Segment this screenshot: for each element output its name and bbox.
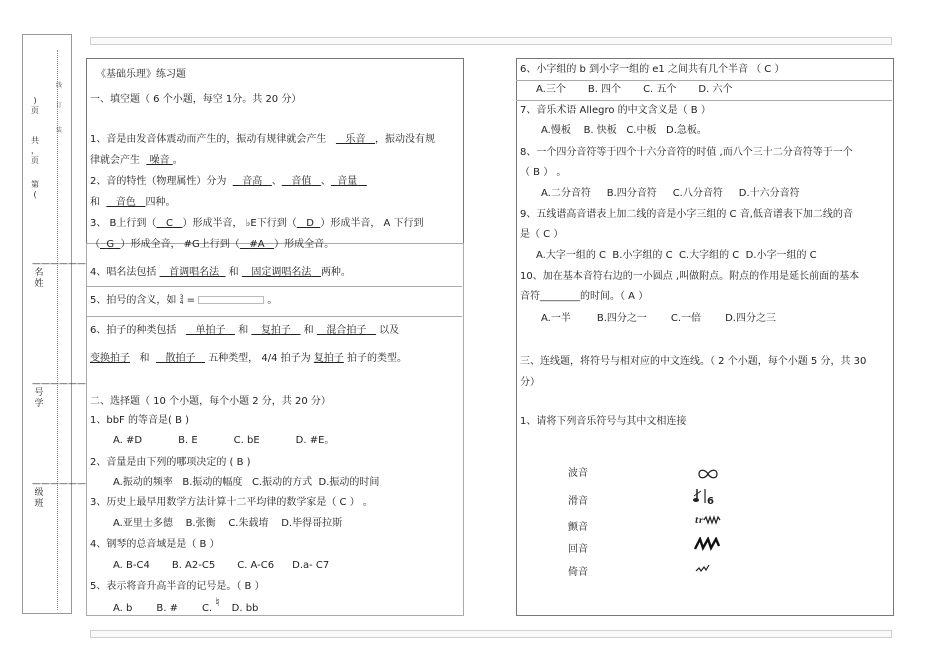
c9-options: A.大字一组的 C B.小字组的 C C.大字组的 C D.小字一组的 C (536, 250, 817, 261)
term-mordent: 波音 (568, 468, 588, 479)
c9-line1: 9、五线谱高音谱表上加二线的音是小字三组的 C 音,低音谱表下加二线的音 (520, 209, 853, 220)
q1-line1: 1、音是由发音体震动而产生的，振动有规律就会产生 乐音 ，振动没有规 (90, 134, 436, 145)
section-3-heading-1: 三、连线题，将符号与相对应的中文连线。（ 2 个小题，每个小题 5 分，共 30 (520, 356, 867, 367)
c8-line2: （ B ） 。 (520, 167, 567, 178)
q1-line2: 律就会产生 噪音 。 (90, 155, 183, 166)
mordent-symbol-icon (694, 537, 720, 551)
dotted-label-1: 线 (56, 82, 63, 89)
page-counter: ) 页 共 ， 页 第 ( (31, 96, 39, 199)
dotted-label-3: 装 (56, 127, 63, 134)
c6: 6、小字组的 b 到小字一组的 e1 之间共有几个半音 （ C ） (520, 64, 785, 75)
doc-title: 《基础乐理》练习题 (96, 69, 186, 80)
q3-line2: （ G ）形成全音， #G上行到（ #A ）形成全音。 (90, 239, 335, 250)
c4: 4、钢琴的总音域是是（ B ） (90, 539, 220, 550)
term-glissando: 滑音 (568, 496, 588, 507)
c8-line1: 8、一个四分音符等于四个十六分音符的时值 ,而八个三十二分音符等于一个 (520, 147, 853, 158)
dotted-label-2: 订 (56, 102, 63, 109)
matching-instruction: 1、请将下列音乐符号与其中文相连接 (520, 416, 687, 427)
glissando-symbol-icon (695, 563, 711, 573)
c6-options: A.三个 B. 四个 C. 五个 D. 六个 (536, 84, 733, 95)
c10-line1: 10、加在基本音符右边的一小圆点 ,叫做附点。附点的作用是延长前面的基本 (520, 271, 860, 282)
q2-line2: 和 音色 四种。 (90, 197, 176, 208)
c5: 5、表示将音升高半音的记号是。（ B ） (90, 581, 265, 592)
class-field: —————— 级班 (32, 479, 86, 509)
c8-options: A.二分音符 B.四分音符 C.八分音符 D.十六分音符 (541, 188, 800, 199)
time-signature-icon: 3 4 (179, 294, 184, 306)
section-3-heading-2: 分） (520, 377, 540, 388)
c7: 7、音乐术语 Allegro 的中文含义是（ B ） (520, 105, 711, 116)
trill-symbol-icon (694, 514, 722, 526)
divider (516, 80, 892, 81)
section-2-heading: 二、选择题（ 10 个小题，每个小题 2 分，共 20 分） (90, 396, 331, 407)
c2-options: A.振动的频率 B.振动的幅度 C.振动的方式 D.振动的时间 (113, 477, 380, 488)
c1: 1、bbF 的等音是( B ) (90, 415, 190, 426)
natural-sign-icon: ♮ (215, 595, 220, 609)
q6-line2: 变换拍子 和 散拍子 五种类型， 4/4 拍子为 复拍子 拍子的类型。 (90, 353, 408, 364)
c1-options: A. #D B. E C. bE D. #E。 (113, 435, 335, 446)
c10-options: A.一半 B.四分之一 C.一倍 D.四分之三 (541, 313, 776, 324)
c4-options: A. B-C4 B. A2-C5 C. A-C6 D.a- C7 (113, 560, 330, 571)
q6-line1: 6、拍子的种类包括 单拍子 和 复拍子 和 混合拍子 以及 (90, 325, 400, 336)
top-bar (90, 37, 892, 45)
divider (86, 286, 462, 287)
section-1-heading: 一、填空题（ 6 个小题，每空 1分。共 20 分） (90, 94, 302, 105)
svg-text:tr: tr (695, 515, 703, 525)
term-turn: 回音 (568, 544, 588, 555)
c7-options: A.慢板 B. 快板 C.中板 D.急板。 (541, 125, 707, 136)
svg-text:6: 6 (707, 496, 714, 507)
cut-line (57, 50, 58, 610)
bottom-bar (90, 630, 892, 638)
c3: 3、历史上最早用数学方法计算十二平均律的数学家是（ C ） 。 (90, 497, 373, 508)
q2-line1: 2、音的特性（物理属性）分为 音高 、 音值 、 音量 (90, 176, 358, 187)
divider (86, 316, 462, 317)
term-appoggiatura: 倚音 (568, 567, 588, 578)
q5: 5、拍号的含义，如 3 4 = 。 (90, 294, 278, 306)
c2: 2、音量是由下列的哪项决定的 ( B ) (90, 457, 251, 468)
term-trill: 颤音 (568, 522, 588, 533)
c5-options: A. b B. # C. ♮ D. bb (113, 595, 259, 614)
q3-line1: 3、 B上行到（ C ）形成半音， ♭E下行到（ D ）形成半音， A 下行到 (90, 218, 424, 229)
grace-note-symbol-icon (693, 487, 719, 507)
student-no-field: —————— 号学 (32, 379, 86, 409)
name-field: —————— 名姓 (32, 259, 86, 289)
turn-symbol-icon (697, 468, 719, 480)
c3-options: A.亚里士多德 B.张衡 C.朱载堉 D.毕得哥拉斯 (113, 518, 343, 529)
q4: 4、唱名法包括 首调唱名法 和 固定调唱名法 两种。 (90, 267, 351, 278)
c10-line2: 音符________的时间。（ A ） (520, 291, 649, 302)
c9-line2: 是（ C ） (520, 229, 564, 240)
divider (516, 100, 892, 101)
